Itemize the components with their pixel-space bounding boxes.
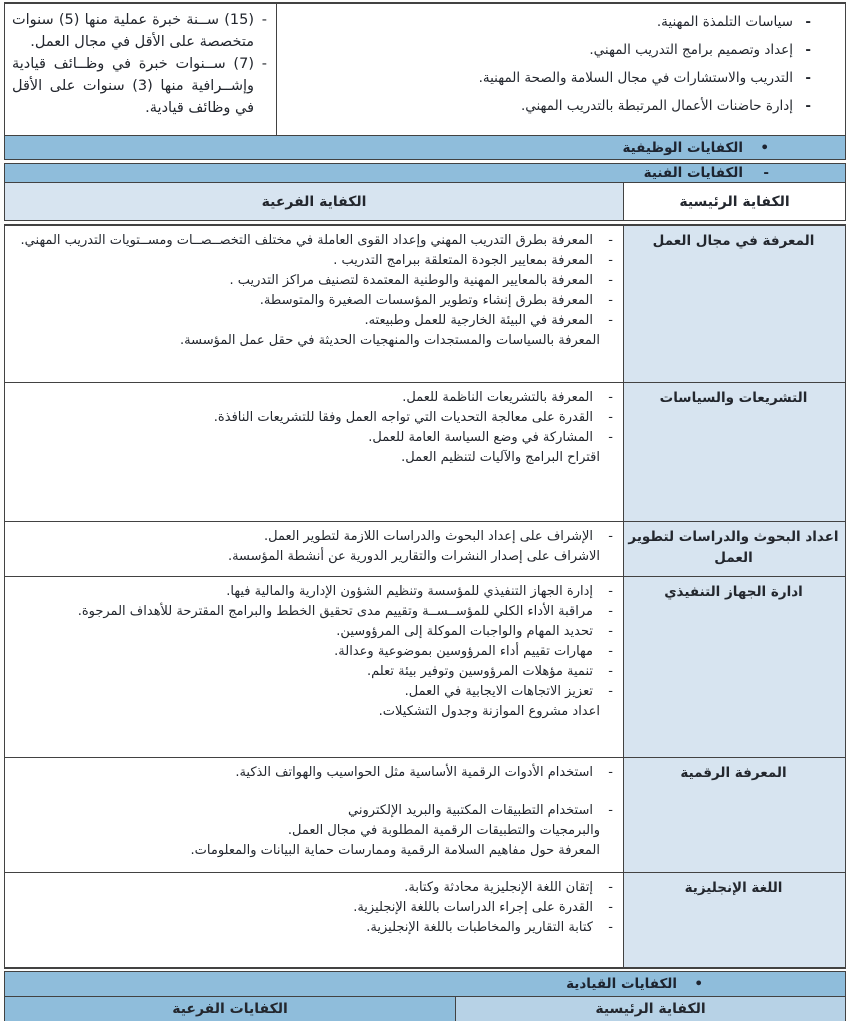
dash-icon: -	[805, 42, 811, 58]
list-item-text: المشاركة في وضع السياسة العامة للعمل.	[368, 430, 593, 445]
list-item	[11, 408, 613, 428]
list-item-text: تحديد المهام والواجبات الموكلة إلى المرؤوسين.	[336, 624, 593, 639]
main-competency-cell: المعرفة الرقمية	[623, 758, 845, 872]
list-item	[11, 702, 613, 722]
list-item-text: اعداد مشروع الموازنة وجدول التشكيلات.	[378, 704, 600, 719]
main-competency-cell: اعداد البحوث والدراسات لتطوير العمل	[623, 522, 845, 576]
sub-competency-cell	[5, 226, 623, 382]
header-sub-competency: الكفاية الفرعية	[5, 183, 623, 220]
sub-competency-cell	[5, 383, 623, 521]
list-item-text: كتابة التقارير والمخاطبات باللغة الإنجليزية.	[366, 920, 593, 935]
list-item	[285, 96, 811, 116]
dash-icon: -	[608, 273, 613, 288]
dash-icon: -	[608, 644, 613, 659]
list-item	[11, 801, 613, 821]
dash-icon: -	[608, 900, 613, 915]
policies-cell	[276, 4, 845, 135]
dash-icon: -	[608, 765, 613, 780]
band-leadership-competencies	[4, 971, 846, 997]
list-item	[11, 527, 613, 547]
list-item-text: مهارات تقييم أداء المرؤوسين بموضوعية وعدالة.	[334, 644, 593, 659]
list-item	[11, 602, 613, 622]
main-competency-cell: اللغة الإنجليزية	[623, 873, 845, 967]
top-section	[4, 2, 846, 136]
list-item	[11, 231, 613, 251]
dash-icon: -	[608, 293, 613, 308]
dash-icon: -	[608, 880, 613, 895]
dash-icon: -	[805, 98, 811, 114]
sub-competency-cell	[5, 522, 623, 576]
dash-icon: -	[261, 56, 267, 72]
main-competency-cell: التشريعات والسياسات	[623, 383, 845, 521]
dash-icon: -	[805, 70, 811, 86]
sub-competency-cell	[5, 577, 623, 757]
list-item-text: والبرمجيات والتطبيقات الرقمية المطلوبة في مجال العمل.	[287, 823, 600, 838]
list-item-text: (15) ســنة خبرة عملية منها (5) سنوات متخصصة على الأقل في مجال العمل.	[12, 12, 254, 50]
list-item	[11, 291, 613, 311]
list-item	[11, 251, 613, 271]
main-competency-cell: المعرفة في مجال العمل	[623, 226, 845, 382]
list-item-text: (7) ســنوات خبرة في وظــائف قيادية وإشــرافية منها (3) سنوات على الأقل في وظائف قيادية.	[12, 56, 254, 116]
main-competency-cell: ادارة الجهاز التنفيذي	[623, 577, 845, 757]
list-item-text: المعرفة بطرق التدريب المهني وإعداد القوى العاملة في مختلف التخصــصــات ومســتويات التدريب المهني.	[20, 233, 593, 248]
list-item	[11, 662, 613, 682]
list-item-text: المعرفة في البيئة الخارجية للعمل وطبيعته.	[364, 313, 593, 328]
table-row	[5, 758, 845, 873]
header-main-competency: الكفاية الرئيسية	[455, 997, 845, 1021]
dash-icon: -	[608, 664, 613, 679]
list-item-text: المعرفة بالسياسات والمستجدات والمنهجيات الحديثة في حقل عمل المؤسسة.	[180, 333, 600, 348]
list-item	[12, 9, 267, 53]
list-item-text: إتقان اللغة الإنجليزية محادثة وكتابة.	[404, 880, 593, 895]
list-item-text: مراقبة الأداء الكلي للمؤســســة وتقييم مدى تحقيق الخطط والبرامج المقترحة للأهداف المرجوة.	[77, 604, 593, 619]
list-item-text: تنمية مؤهلات المرؤوسين وتوفير بيئة تعلم.	[366, 664, 593, 679]
policies-list	[285, 12, 811, 116]
list-item	[285, 40, 811, 60]
list-item-text: المعرفة بالتشريعات الناظمة للعمل.	[402, 390, 593, 405]
list-item	[285, 12, 811, 32]
list-item	[11, 547, 613, 567]
dash-icon: -	[608, 390, 613, 405]
list-item	[11, 271, 613, 291]
list-item-text: إدارة حاضنات الأعمال المرتبطة بالتدريب المهني.	[520, 98, 793, 114]
list-item	[11, 841, 613, 861]
experience-list	[12, 9, 267, 119]
list-item	[11, 622, 613, 642]
dash-icon: -	[608, 920, 613, 935]
dash-icon: -	[608, 233, 613, 248]
list-item-text: استخدام التطبيقات المكتبية والبريد الإلكتروني	[347, 803, 593, 818]
band-label: الكفايات القيادية	[566, 976, 677, 992]
table-header-row	[4, 182, 846, 221]
list-item	[11, 582, 613, 602]
dash-icon: -	[608, 624, 613, 639]
dash-icon: -	[608, 529, 613, 544]
list-item	[11, 918, 613, 938]
dash-icon: -	[608, 684, 613, 699]
table-row	[5, 383, 845, 522]
list-item-text: إدارة الجهاز التنفيذي للمؤسسة وتنظيم الشؤون الإدارية والمالية فيها.	[226, 584, 593, 599]
band-functional-competencies	[4, 135, 846, 160]
list-item-text: تعزيز الاتجاهات الايجابية في العمل.	[404, 684, 593, 699]
list-item	[11, 331, 613, 351]
dash-icon: -	[763, 165, 769, 181]
table-row	[5, 577, 845, 758]
list-item	[285, 68, 811, 88]
list-item-text: القدرة على معالجة التحديات التي تواجه العمل وفقا للتشريعات النافذة.	[213, 410, 593, 425]
list-item	[11, 821, 613, 841]
list-item-text: الاشراف على إصدار النشرات والتقارير الدورية عن أنشطة المؤسسة.	[227, 549, 600, 564]
list-item-text: استخدام الأدوات الرقمية الأساسية مثل الحواسيب والهواتف الذكية.	[235, 765, 593, 780]
bullet-icon: •	[760, 139, 769, 156]
list-item	[11, 763, 613, 783]
list-item	[11, 682, 613, 702]
bullet-icon: •	[694, 976, 703, 992]
list-item-text: المعرفة حول مفاهيم السلامة الرقمية وممارسات حماية البيانات والمعلومات.	[190, 843, 600, 858]
list-item-text: اقتراح البرامج والآليات لتنظيم العمل.	[401, 450, 600, 465]
experience-cell	[5, 4, 276, 135]
header-main-competency: الكفاية الرئيسية	[623, 183, 845, 220]
table-row	[5, 225, 845, 383]
dash-icon: -	[805, 14, 811, 30]
band-technical-competencies	[4, 163, 846, 183]
dash-icon: -	[608, 430, 613, 445]
list-item-text: سياسات التلمذة المهنية.	[656, 14, 793, 30]
competencies-sheet	[4, 2, 846, 1021]
sub-competency-cell	[5, 758, 623, 872]
dash-icon: -	[608, 584, 613, 599]
list-item	[11, 448, 613, 468]
band-label: الكفايات الفنية	[643, 165, 743, 181]
bottom-table-header-row	[4, 996, 846, 1021]
list-item	[11, 388, 613, 408]
dash-icon: -	[608, 803, 613, 818]
list-item-text: التدريب والاستشارات في مجال السلامة والصحة المهنية.	[478, 70, 793, 86]
dash-icon: -	[261, 12, 267, 28]
list-item-text: القدرة على إجراء الدراسات باللغة الإنجليزية.	[353, 900, 593, 915]
dash-icon: -	[608, 410, 613, 425]
list-item	[11, 428, 613, 448]
band-label: الكفايات الوظيفية	[622, 139, 743, 156]
header-sub-competency: الكفايات الفرعية	[5, 997, 455, 1021]
dash-icon: -	[608, 604, 613, 619]
table-row	[5, 873, 845, 968]
dash-icon: -	[608, 313, 613, 328]
table-row	[5, 522, 845, 577]
list-item	[11, 878, 613, 898]
competencies-table-body	[4, 224, 846, 969]
list-item-text: المعرفة بمعايير الجودة المتعلقة ببرامج التدريب .	[333, 253, 593, 268]
list-item-text: إعداد وتصميم برامج التدريب المهني.	[589, 42, 793, 58]
sub-competency-cell	[5, 873, 623, 967]
list-item	[11, 898, 613, 918]
list-item	[12, 53, 267, 119]
list-item	[11, 642, 613, 662]
list-item-text: المعرفة بالمعايير المهنية والوطنية المعتمدة لتصنيف مراكز التدريب .	[229, 273, 593, 288]
list-item-text: المعرفة بطرق إنشاء وتطوير المؤسسات الصغيرة والمتوسطة.	[259, 293, 593, 308]
list-item	[11, 311, 613, 331]
list-item-text: الإشراف على إعداد البحوث والدراسات اللازمة لتطوير العمل.	[263, 529, 593, 544]
dash-icon: -	[608, 253, 613, 268]
